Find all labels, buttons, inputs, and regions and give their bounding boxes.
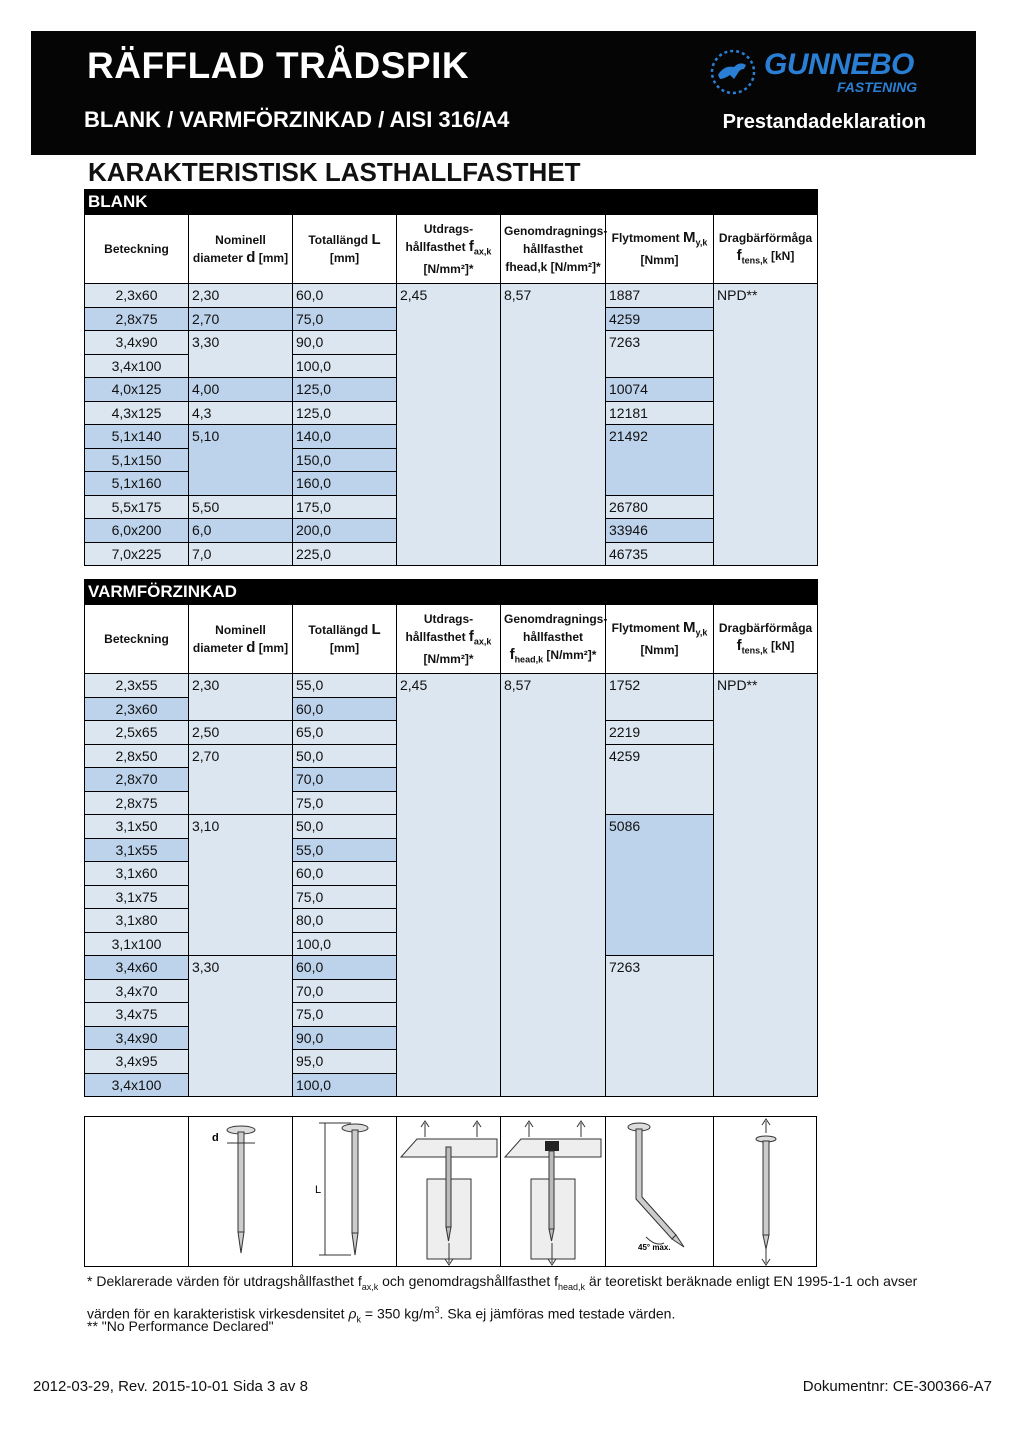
table-cell: 80,0 — [293, 909, 397, 933]
table-cell: 100,0 — [293, 932, 397, 956]
table-cell: 2,3x55 — [85, 674, 189, 698]
col-fhead: Genomdragnings- hållfasthet $f_{head,k}$ [N/mm²]* — [501, 605, 606, 674]
table-cell: 8,57 — [501, 284, 606, 566]
table-cell: 3,30 — [189, 331, 293, 378]
table-cell: 70,0 — [293, 979, 397, 1003]
table-cell: 2,8x75 — [85, 791, 189, 815]
table-cell: 4259 — [606, 307, 714, 331]
col-length: Totallängd L [mm] — [293, 605, 397, 674]
footnote-npd: ** "No Performance Declared" — [87, 1318, 274, 1334]
col-my: Flytmoment $M_{y,k}$ [Nmm] — [606, 605, 714, 674]
table-cell: 3,4x75 — [85, 1003, 189, 1027]
blank-table — [84, 189, 818, 566]
table-cell: NPD** — [714, 674, 818, 1097]
table-cell: 2219 — [606, 721, 714, 745]
table-cell: 75,0 — [293, 885, 397, 909]
table-cell: 21492 — [606, 425, 714, 496]
withdrawal-diagram — [396, 1116, 501, 1267]
table-cell: 5086 — [606, 815, 714, 956]
diameter-diagram — [188, 1116, 293, 1267]
document-title: RÄFFLAD TRÅDSPIK — [87, 45, 470, 86]
table-cell: 140,0 — [293, 425, 397, 449]
table-cell: 50,0 — [293, 815, 397, 839]
table-cell: 3,4x70 — [85, 979, 189, 1003]
horse-emblem-icon — [708, 45, 758, 95]
tension-nail-icon — [714, 1117, 816, 1266]
table-cell: 3,4x90 — [85, 331, 189, 355]
bending-diagram — [605, 1116, 714, 1267]
table-cell: 3,30 — [189, 956, 293, 1097]
col-fhead: Genomdragnings- hållfasthet fhead,k [N/mm²]* — [501, 215, 606, 284]
section-title: KARAKTERISTISK LASTHALLFASTHET — [88, 157, 581, 187]
col-ftens: Dragbärförmåga $f_{tens,k}$ [kN] — [714, 605, 818, 674]
table-cell: 6,0x200 — [85, 519, 189, 543]
table-cell: 3,1x55 — [85, 838, 189, 862]
length-diagram — [292, 1116, 397, 1267]
table-cell: 3,4x100 — [85, 1073, 189, 1097]
diagram-empty-cell — [84, 1116, 189, 1267]
table-cell: 2,30 — [189, 284, 293, 308]
table-cell: 75,0 — [293, 307, 397, 331]
col-length: Totallängd L [mm] — [293, 215, 397, 284]
table-cell: 4,00 — [189, 378, 293, 402]
table-cell: 3,1x100 — [85, 932, 189, 956]
table-cell: 3,4x95 — [85, 1050, 189, 1074]
nail-diagram-row — [84, 1116, 817, 1267]
table-cell: 5,1x160 — [85, 472, 189, 496]
withdrawal-test-icon — [397, 1117, 500, 1266]
table-cell: 95,0 — [293, 1050, 397, 1074]
table-cell: 26780 — [606, 495, 714, 519]
table-cell: 2,45 — [397, 284, 501, 566]
table-cell: 100,0 — [293, 354, 397, 378]
table-cell: 4259 — [606, 744, 714, 815]
table-cell: 2,5x65 — [85, 721, 189, 745]
col-my: Flytmoment $M_{y,k}$ [Nmm] — [606, 215, 714, 284]
table-cell: 3,1x60 — [85, 862, 189, 886]
diagram-d-label: d — [212, 1132, 219, 1144]
table-cell: 7263 — [606, 331, 714, 378]
table-cell: 75,0 — [293, 791, 397, 815]
table-cell: 2,70 — [189, 744, 293, 815]
varm-header-row — [85, 605, 818, 674]
table-cell: 10074 — [606, 378, 714, 402]
table-cell: 2,3x60 — [85, 284, 189, 308]
table-cell: 2,8x70 — [85, 768, 189, 792]
footer-document-number: Dokumentnr: CE-300366-A7 — [802, 1378, 992, 1395]
table-cell: 3,4x90 — [85, 1026, 189, 1050]
table-cell: 60,0 — [293, 862, 397, 886]
table-cell: 4,3x125 — [85, 401, 189, 425]
table-cell: 1887 — [606, 284, 714, 308]
table-cell: 8,57 — [501, 674, 606, 1097]
table-cell: 3,4x60 — [85, 956, 189, 980]
table-cell: 5,50 — [189, 495, 293, 519]
table-cell: 7263 — [606, 956, 714, 1097]
table-cell: 70,0 — [293, 768, 397, 792]
col-fax: Utdrags- hållfasthet $f_{ax,k}$ [N/mm²]* — [397, 605, 501, 674]
table-cell: 100,0 — [293, 1073, 397, 1097]
table-cell: 2,8x75 — [85, 307, 189, 331]
col-fax: Utdrags- hållfasthet $f_{ax,k}$ [N/mm²]* — [397, 215, 501, 284]
table-cell: 33946 — [606, 519, 714, 543]
table-cell: 90,0 — [293, 331, 397, 355]
table-cell: 2,50 — [189, 721, 293, 745]
table-cell: 3,1x80 — [85, 909, 189, 933]
table-cell: 3,1x50 — [85, 815, 189, 839]
pull-through-test-icon — [501, 1117, 605, 1266]
col-beteckning: Beteckning — [85, 605, 189, 674]
table-cell: 200,0 — [293, 519, 397, 543]
table-cell: 125,0 — [293, 401, 397, 425]
blank-band: BLANK — [85, 190, 818, 215]
table-cell: 175,0 — [293, 495, 397, 519]
nail-length-icon — [293, 1117, 396, 1266]
tension-diagram — [713, 1116, 817, 1267]
diagram-angle-label: 45° max. — [638, 1243, 671, 1252]
table-cell: 65,0 — [293, 721, 397, 745]
table-cell: 5,5x175 — [85, 495, 189, 519]
col-diameter: Nominell diameter d [mm] — [189, 605, 293, 674]
table-cell: 3,1x75 — [85, 885, 189, 909]
gunnebo-logo — [708, 45, 948, 103]
table-cell: 90,0 — [293, 1026, 397, 1050]
table-cell: 3,10 — [189, 815, 293, 956]
table-cell: 55,0 — [293, 674, 397, 698]
table-cell: 2,30 — [189, 674, 293, 721]
table-cell: 12181 — [606, 401, 714, 425]
logo-name: GUNNEBO — [764, 48, 914, 81]
table-cell: 7,0 — [189, 542, 293, 566]
table-cell: 75,0 — [293, 1003, 397, 1027]
table-cell: 60,0 — [293, 956, 397, 980]
col-diameter: Nominell diameter d [mm] — [189, 215, 293, 284]
col-beteckning: Beteckning — [85, 215, 189, 284]
table-cell: 7,0x225 — [85, 542, 189, 566]
table-cell: 150,0 — [293, 448, 397, 472]
table-cell: 4,0x125 — [85, 378, 189, 402]
blank-header-row — [85, 215, 818, 284]
table-cell: 2,8x50 — [85, 744, 189, 768]
diagram-L-label: L — [315, 1184, 322, 1196]
table-cell: 5,10 — [189, 425, 293, 496]
table-cell: 160,0 — [293, 472, 397, 496]
table-cell: 225,0 — [293, 542, 397, 566]
table-cell: NPD** — [714, 284, 818, 566]
table-cell: 2,70 — [189, 307, 293, 331]
footer-date-page: 2012-03-29, Rev. 2015-10-01 Sida 3 av 8 — [33, 1378, 308, 1395]
table-cell: 4,3 — [189, 401, 293, 425]
table-cell: 60,0 — [293, 697, 397, 721]
bent-nail-icon — [606, 1117, 713, 1266]
header-banner — [31, 31, 976, 155]
document-subtitle: BLANK / VARMFÖRZINKAD / AISI 316/A4 — [84, 107, 510, 132]
table-cell: 125,0 — [293, 378, 397, 402]
doc-type: Prestandadeklaration — [722, 111, 926, 133]
table-cell: 6,0 — [189, 519, 293, 543]
col-ftens: Dragbärförmåga $f_{tens,k}$ [kN] — [714, 215, 818, 284]
table-cell: 3,4x100 — [85, 354, 189, 378]
table-cell: 5,1x150 — [85, 448, 189, 472]
pullthrough-diagram — [500, 1116, 606, 1267]
varm-band: VARMFÖRZINKAD — [85, 580, 818, 605]
table-cell: 1752 — [606, 674, 714, 721]
table-cell: 60,0 — [293, 284, 397, 308]
table-cell: 5,1x140 — [85, 425, 189, 449]
table-cell: 2,3x60 — [85, 697, 189, 721]
footnote-declared-values: * Deklarerade värden för utdragshållfasthet $f_{ax,k}$ och genomdragshållfasthet $f_{head,k}$ är teoretiskt beräknade enligt EN 1995-1-1 och avser värden för en karakteristisk virkesdensitet $\rho_k = 350$ $kg/m^3$. Ska ej jämföras med testade värden. — [87, 1273, 918, 1325]
table-cell: 2,45 — [397, 674, 501, 1097]
logo-sub: FASTENING — [837, 79, 918, 95]
nail-diameter-icon — [189, 1117, 292, 1266]
table-cell: 50,0 — [293, 744, 397, 768]
varm-table — [84, 579, 818, 1097]
table-cell: 46735 — [606, 542, 714, 566]
table-cell: 55,0 — [293, 838, 397, 862]
